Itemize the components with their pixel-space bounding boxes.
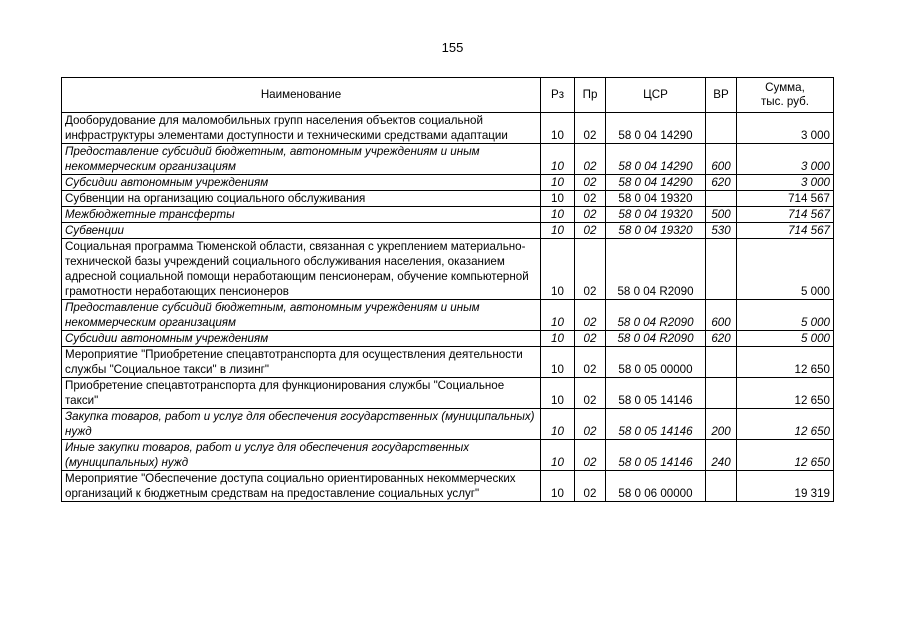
cell-csr: 58 0 05 14146 (606, 409, 706, 440)
cell-rz: 10 (541, 113, 575, 144)
table-header-row (62, 78, 834, 113)
cell-sum: 714 567 (737, 191, 834, 207)
cell-name: Межбюджетные трансферты (62, 207, 541, 223)
cell-rz: 10 (541, 300, 575, 331)
column-header-vr: ВР (706, 78, 737, 113)
cell-name: Предоставление субсидий бюджетным, автономным учреждениям и иным некоммерческим организациям (62, 300, 541, 331)
budget-table (61, 77, 834, 502)
cell-csr: 58 0 04 R2090 (606, 331, 706, 347)
table-row (62, 191, 834, 207)
cell-sum: 3 000 (737, 144, 834, 175)
cell-name: Субсидии автономным учреждениям (62, 331, 541, 347)
table-row (62, 331, 834, 347)
cell-csr: 58 0 05 14146 (606, 440, 706, 471)
column-header-rz: Рз (541, 78, 575, 113)
cell-csr: 58 0 04 14290 (606, 175, 706, 191)
table-row (62, 239, 834, 300)
cell-name: Субвенции на организацию социального обслуживания (62, 191, 541, 207)
cell-pr: 02 (575, 144, 606, 175)
cell-pr: 02 (575, 378, 606, 409)
cell-name: Мероприятие "Приобретение спецавтотранспорта для осуществления деятельности службы "Социальное такси" в лизинг" (62, 347, 541, 378)
cell-name: Субсидии автономным учреждениям (62, 175, 541, 191)
cell-rz: 10 (541, 471, 575, 502)
table-row (62, 113, 834, 144)
cell-rz: 10 (541, 347, 575, 378)
cell-pr: 02 (575, 347, 606, 378)
cell-vr: 620 (706, 331, 737, 347)
cell-csr: 58 0 04 14290 (606, 144, 706, 175)
table-row (62, 223, 834, 239)
cell-sum: 12 650 (737, 347, 834, 378)
cell-vr: 600 (706, 144, 737, 175)
cell-rz: 10 (541, 440, 575, 471)
cell-csr: 58 0 05 14146 (606, 378, 706, 409)
column-header-pr: Пр (575, 78, 606, 113)
cell-name: Приобретение спецавтотранспорта для функционирования службы "Социальное такси" (62, 378, 541, 409)
cell-vr: 200 (706, 409, 737, 440)
cell-vr: 530 (706, 223, 737, 239)
cell-vr: 500 (706, 207, 737, 223)
cell-sum: 5 000 (737, 239, 834, 300)
cell-rz: 10 (541, 239, 575, 300)
cell-vr (706, 378, 737, 409)
cell-pr: 02 (575, 409, 606, 440)
table-row (62, 175, 834, 191)
cell-sum: 714 567 (737, 207, 834, 223)
cell-sum: 12 650 (737, 440, 834, 471)
cell-name: Мероприятие "Обеспечение доступа социально ориентированных некоммерческих организаций к бюджетным средствам на предоставление социальных услуг" (62, 471, 541, 502)
cell-name: Социальная программа Тюменской области, связанная с укреплением материально-технической базы учреждений социального обслуживания населения, оказанием адресной социальной помощи неработающим пенсионерам, обучение компьютерной грамотности неработающих пенсионеров (62, 239, 541, 300)
cell-sum: 12 650 (737, 378, 834, 409)
column-header-csr: ЦСР (606, 78, 706, 113)
cell-rz: 10 (541, 144, 575, 175)
cell-pr: 02 (575, 191, 606, 207)
cell-sum: 714 567 (737, 223, 834, 239)
cell-pr: 02 (575, 223, 606, 239)
cell-vr: 600 (706, 300, 737, 331)
cell-pr: 02 (575, 440, 606, 471)
cell-vr: 620 (706, 175, 737, 191)
cell-pr: 02 (575, 113, 606, 144)
cell-sum: 19 319 (737, 471, 834, 502)
cell-sum: 12 650 (737, 409, 834, 440)
table-row (62, 471, 834, 502)
cell-csr: 58 0 04 14290 (606, 113, 706, 144)
cell-rz: 10 (541, 331, 575, 347)
cell-name: Закупка товаров, работ и услуг для обеспечения государственных (муниципальных) нужд (62, 409, 541, 440)
page-number: 155 (441, 40, 464, 55)
cell-sum: 5 000 (737, 331, 834, 347)
cell-vr (706, 471, 737, 502)
cell-pr: 02 (575, 331, 606, 347)
cell-rz: 10 (541, 409, 575, 440)
cell-csr: 58 0 04 19320 (606, 207, 706, 223)
cell-csr: 58 0 06 00000 (606, 471, 706, 502)
cell-sum: 3 000 (737, 175, 834, 191)
cell-csr: 58 0 04 19320 (606, 223, 706, 239)
cell-csr: 58 0 04 R2090 (606, 239, 706, 300)
table-row (62, 409, 834, 440)
table-row (62, 378, 834, 409)
cell-vr (706, 191, 737, 207)
cell-pr: 02 (575, 239, 606, 300)
cell-name: Субвенции (62, 223, 541, 239)
cell-rz: 10 (541, 223, 575, 239)
cell-name: Дооборудование для маломобильных групп населения объектов социальной инфраструктуры элементами доступности и техническими средствами адаптации (62, 113, 541, 144)
cell-csr: 58 0 04 19320 (606, 191, 706, 207)
cell-csr: 58 0 04 R2090 (606, 300, 706, 331)
column-header-name: Наименование (62, 78, 541, 113)
cell-vr (706, 113, 737, 144)
table-row (62, 144, 834, 175)
cell-pr: 02 (575, 207, 606, 223)
cell-rz: 10 (541, 378, 575, 409)
cell-sum: 5 000 (737, 300, 834, 331)
cell-pr: 02 (575, 471, 606, 502)
table-row (62, 440, 834, 471)
column-header-sum: Сумма, тыс. руб. (737, 78, 834, 113)
cell-vr (706, 239, 737, 300)
cell-vr (706, 347, 737, 378)
cell-csr: 58 0 05 00000 (606, 347, 706, 378)
cell-vr: 240 (706, 440, 737, 471)
cell-rz: 10 (541, 207, 575, 223)
cell-rz: 10 (541, 191, 575, 207)
table-body (62, 113, 834, 502)
cell-pr: 02 (575, 300, 606, 331)
cell-name: Иные закупки товаров, работ и услуг для обеспечения государственных (муниципальных) нужд (62, 440, 541, 471)
table-row (62, 300, 834, 331)
cell-name: Предоставление субсидий бюджетным, автономным учреждениям и иным некоммерческим организациям (62, 144, 541, 175)
cell-pr: 02 (575, 175, 606, 191)
cell-sum: 3 000 (737, 113, 834, 144)
table-row (62, 347, 834, 378)
cell-rz: 10 (541, 175, 575, 191)
table-row (62, 207, 834, 223)
